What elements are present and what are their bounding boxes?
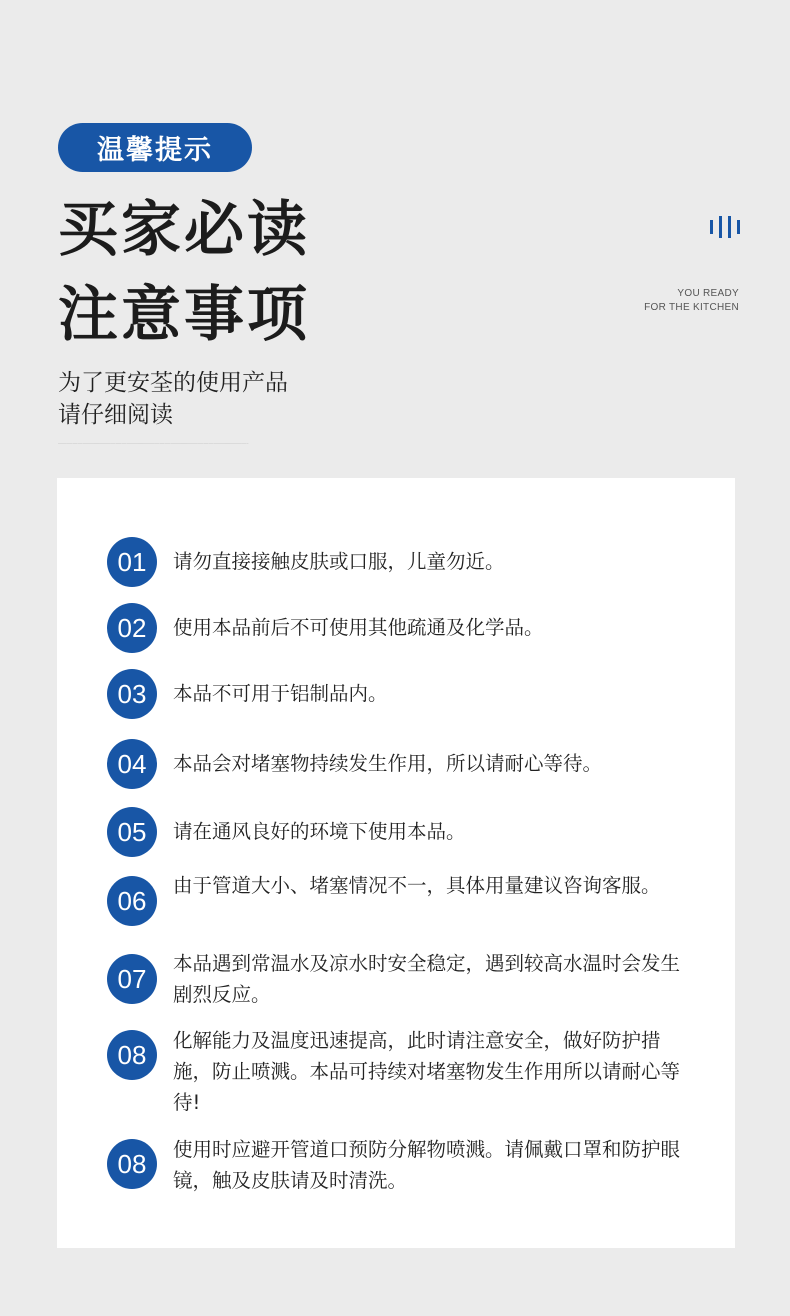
item-text: 由于管道大小、堵塞情况不一，具体用量建议咨询客服。 — [173, 874, 661, 897]
list-item — [107, 807, 693, 857]
list-item — [107, 603, 693, 653]
item-text: 化解能力及温度迅速提高，此时请注意安全，做好防护措施，防止喷溅。本品可持续对堵塞物发生作用所以请耐心等待! — [173, 1029, 681, 1114]
item-text: 本品不可用于铝制品内。 — [173, 682, 388, 705]
list-item — [107, 669, 693, 719]
item-number-badge: 03 — [107, 669, 157, 719]
notice-badge: 温馨提示 — [58, 123, 252, 172]
item-number-badge: 01 — [107, 537, 157, 587]
item-number-badge: 04 — [107, 739, 157, 789]
subtitle-line-1: 为了更安荃的使用产品 — [58, 370, 288, 396]
list-item — [107, 954, 693, 1010]
subtitle-line-2: 请仔细阅读 — [58, 402, 173, 428]
item-number-badge: 05 — [107, 807, 157, 857]
item-number-badge: 02 — [107, 603, 157, 653]
brand-tagline-line-2: FOR THE KITCHEN — [644, 302, 739, 313]
item-text: 本品会对堵塞物持续发生作用，所以请耐心等待。 — [173, 752, 603, 775]
item-number-badge: 08 — [107, 1139, 157, 1189]
item-number-badge: 06 — [107, 876, 157, 926]
item-text: 请在通风良好的环境下使用本品。 — [173, 820, 466, 843]
page-title-line-1: 买家必读 — [58, 195, 310, 265]
item-text: 请勿直接接触皮肤或口服，儿童勿近。 — [173, 550, 505, 573]
item-text: 本品遇到常温水及凉水时安全稳定，遇到较高水温时会发生剧烈反应。 — [173, 952, 681, 1006]
page-title-line-2: 注意事项 — [58, 280, 310, 350]
item-number-badge: 08 — [107, 1030, 157, 1080]
notice-card — [57, 478, 735, 1248]
brand-tagline-line-1: YOU READY — [677, 288, 739, 299]
decorative-fine-print: ᐧᐧᐧᐧᐧᐧᐧᐧᐧᐧᐧᐧᐧᐧᐧᐧᐧᐧᐧᐧᐧᐧᐧᐧᐧᐧᐧᐧᐧᐧᐧᐧᐧᐧᐧᐧᐧᐧᐧᐧᐧᐧᐧᐧᐧᐧᐧᐧᐧᐧᐧᐧᐧᐧᐧᐧᐧᐧᐧᐧᐧᐧᐧᐧᐧᐧᐧᐧᐧᐧᐧᐧᐧᐧᐧᐧᐧᐧᐧᐧᐧᐧᐧᐧᐧᐧᐧᐧᐧᐧᐧᐧᐧᐧᐧᐧᐧᐧᐧᐧᐧᐧᐧᐧᐧᐧᐧᐧᐧᐧᐧᐧᐧᐧᐧᐧᐧᐧᐧᐧᐧᐧᐧᐧᐧᐧᐧᐧᐧᐧᐧᐧᐧᐧᐧᐧᐧᐧᐧᐧᐧᐧᐧᐧᐧᐧᐧᐧᐧᐧᐧᐧᐧᐧᐧᐧᐧᐧᐧᐧᐧᐧᐧᐧᐧᐧᐧᐧᐧᐧᐧᐧᐧᐧᐧᐧᐧᐧᐧᐧᐧᐧᐧᐧᐧᐧ — [58, 443, 249, 447]
list-item — [107, 739, 693, 789]
item-text: 使用时应避开管道口预防分解物喷溅。请佩戴口罩和防护眼镜，触及皮肤请及时清洗。 — [173, 1138, 681, 1192]
brand-tagline — [644, 287, 739, 315]
list-item — [107, 876, 693, 926]
list-item — [107, 1139, 693, 1196]
item-text: 使用本品前后不可使用其他疏通及化学品。 — [173, 616, 544, 639]
brand-logo-icon — [710, 216, 740, 238]
item-number-badge: 07 — [107, 954, 157, 1004]
list-item — [107, 537, 693, 587]
list-item — [107, 1030, 693, 1118]
